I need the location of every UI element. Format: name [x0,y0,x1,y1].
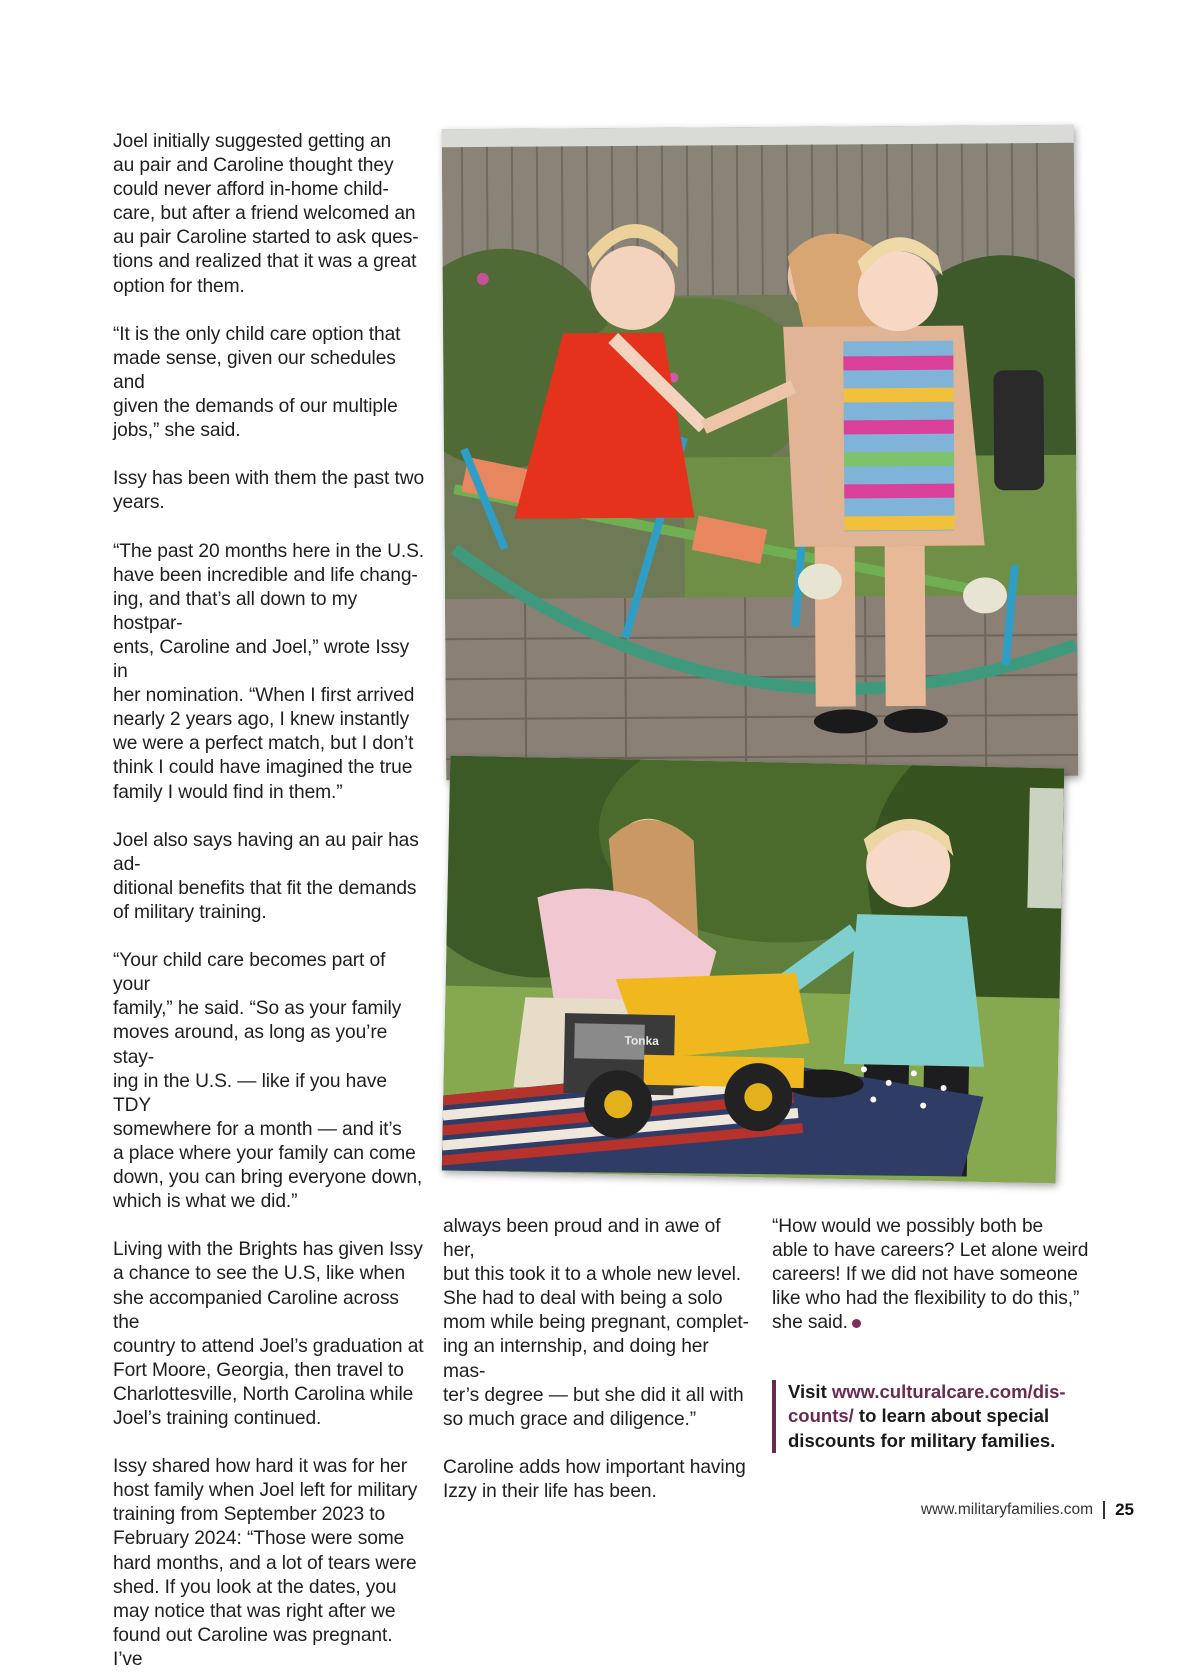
article-column-1 [113,130,425,1672]
photo-playground-rocker [442,125,1079,780]
paragraph: always been proud and in awe of her, but this took it to a whole new level. She had to deal with being a solo mom while being pregnant, complet- ing an internship, and doing her mas- ter’s degree — but she did it all with so much grace and diligence.” [443,1216,749,1430]
article-column-3 [772,1215,1092,1335]
photo-toy-truck [442,756,1065,1184]
footer-divider [1103,1501,1105,1519]
footer-url[interactable]: www.militaryfamilies.com [920,1501,1094,1518]
paragraph: “It is the only child care option that made sense, given our schedules and given the demands of our multiple jobs,” she said. [113,323,401,442]
paragraph: Issy shared how hard it was for her host family when Joel left for military training from September 2023 to February 2024: “Those were some hard months, and a lot of tears were shed. If you look at the dates, you may notice that was right after we found out Caroline was pregnant. I’ve [113,1456,418,1670]
truck-brand-label: Tonka [624,1033,660,1049]
paragraph [772,1215,1092,1335]
callout-suffix: to learn about special discounts for military families. [788,1405,1056,1451]
paragraph: “Your child care becomes part of your family,” he said. “So as your family moves around, as long as you’re stay- ing in the U.S. — like if you have TDY somewhere for a month — and it’s a place where your family can come down, you can bring everyone down, which is what we did.” [113,950,423,1213]
paragraph: Joel initially suggested getting an au pair and Caroline thought they could never afford in-home child- care, but after a friend welcomed an au pair Caroline started to ask ques- tions and realized that it was a great option for them. [113,131,419,297]
callout-link[interactable]: www.culturalcare.com/dis- counts/ [788,1381,1066,1427]
paragraph: “The past 20 months here in the U.S. have been incredible and life chang- ing, and that’s all down to my hostpar- ents, Caroline and Joel,” wrote Issy in her nomination. “When I first arrived nearly 2 years ago, I knew instantly we were a perfect match, but I don’t think I could have imagined the true family I would find in them.” [113,540,425,803]
paragraph: Living with the Brights has given Issy a chance to see the U.S, like when she accompanied Caroline across the country to attend Joel’s graduation at Fort Moore, Georgia, then travel to Charlottesville, North Carolina while Joel’s training continued. [113,1239,424,1429]
page-footer [921,1500,1134,1520]
photo-truck-illustration [442,756,1065,1184]
discount-callout [772,1380,1088,1453]
paragraph: Issy has been with them the past two years. [113,468,425,514]
paragraph: Caroline adds how important having Izzy in their life has been. [443,1456,746,1503]
callout-prefix: Visit [788,1381,832,1402]
photo-playground-illustration [442,125,1079,780]
paragraph-text: “How would we possibly both be able to have careers? Let alone weird careers! If we did not have someone like who had the flexibility to do this,” she said. [772,1216,1089,1334]
article-column-2 [443,1215,755,1504]
paragraph: Joel also says having an au pair has ad- ditional benefits that fit the demands of military training. [113,829,419,923]
page-number: 25 [1115,1500,1134,1519]
end-of-article-dot-icon [852,1319,861,1328]
